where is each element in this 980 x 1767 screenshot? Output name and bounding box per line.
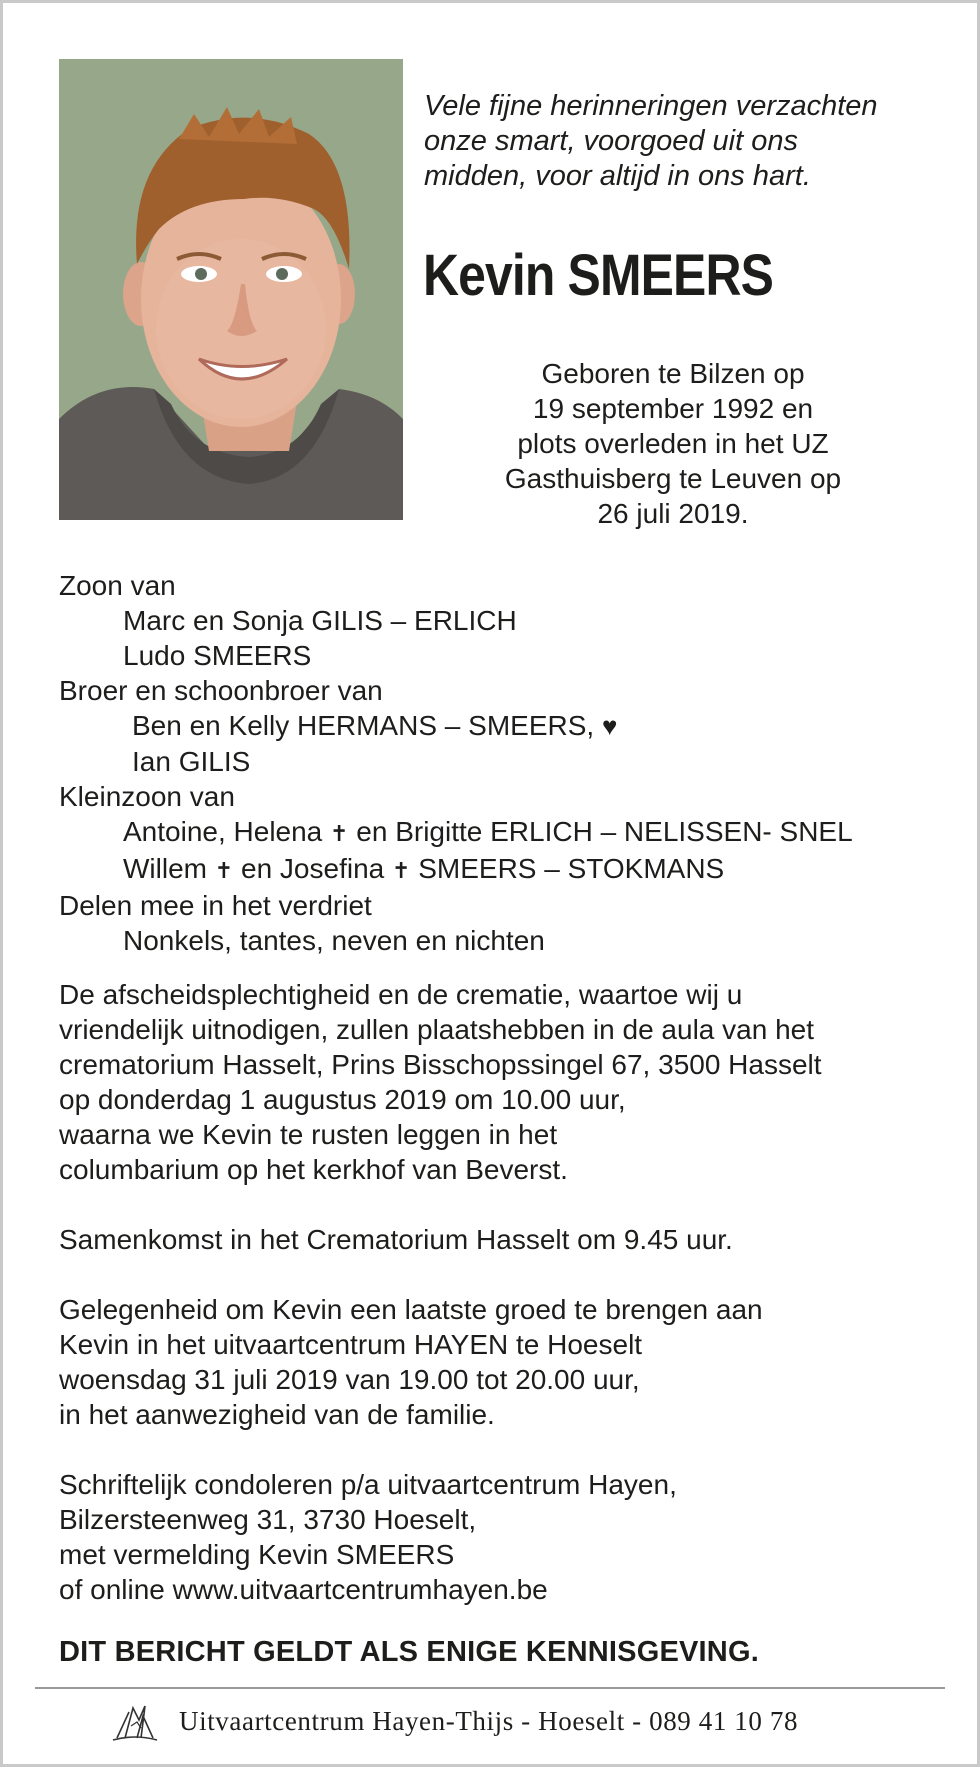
footer	[111, 1696, 798, 1746]
funeral-home-logo-icon	[111, 1698, 159, 1744]
announcement-body	[59, 977, 939, 1642]
grandparent-entry	[59, 851, 939, 888]
sibling-entry	[59, 708, 939, 744]
condolences-paragraph	[59, 1467, 939, 1607]
ceremony-line: De afscheidsplechtigheid en de crematie, waartoe wij u	[59, 979, 743, 1010]
condolences-line: Schriftelijk condoleren p/a uitvaartcentrum Hayen,	[59, 1469, 677, 1500]
grandson-label: Kleinzoon van	[59, 781, 235, 812]
gathering-paragraph: Samenkomst in het Crematorium Hasselt om 9.45 uur.	[59, 1224, 733, 1255]
deceased-name: Kevin SMEERS	[423, 243, 774, 308]
birth-line: 26 juli 2019.	[597, 498, 749, 529]
ceremony-paragraph	[59, 977, 939, 1187]
grandparent-names: en Josefina	[241, 853, 385, 884]
son-of-label: Zoon van	[59, 570, 176, 601]
ceremony-line: crematorium Hasselt, Prins Bisschopssingel 67, 3500 Hasselt	[59, 1049, 822, 1080]
condolences-line: of online www.uitvaartcentrumhayen.be	[59, 1574, 548, 1605]
grandparent-entry	[59, 814, 939, 851]
condolences-line: met vermelding Kevin SMEERS	[59, 1539, 455, 1570]
birth-line: 19 september 1992 en	[532, 393, 814, 424]
visitation-line: Kevin in het uitvaartcentrum HAYEN te Hoeselt	[59, 1329, 643, 1360]
cross-icon: ✝	[392, 858, 411, 883]
grandparent-names: Willem	[123, 853, 207, 884]
footer-text: Uitvaartcentrum Hayen-Thijs - Hoeselt - 089 41 10 78	[179, 1705, 799, 1736]
birth-line: plots overleden in het UZ	[517, 428, 829, 459]
visitation-line: in het aanwezigheid van de familie.	[59, 1399, 495, 1430]
relatives-entry: Nonkels, tantes, neven en nichten	[123, 925, 545, 956]
parent-entry: Marc en Sonja GILIS – ERLICH	[123, 605, 517, 636]
visitation-line: Gelegenheid om Kevin een laatste groed te brengen aan	[59, 1294, 763, 1325]
birth-death-info	[443, 356, 903, 531]
portrait-illustration	[59, 59, 403, 520]
visitation-paragraph	[59, 1292, 939, 1432]
parent-entry: Ludo SMEERS	[123, 640, 312, 671]
heart-icon: ♥	[601, 711, 618, 741]
condolences-line: Bilzersteenweg 31, 3730 Hoeselt,	[59, 1504, 477, 1535]
cross-icon: ✝	[214, 858, 234, 883]
visitation-line: woensdag 31 juli 2019 van 19.00 tot 20.00 uur,	[59, 1364, 640, 1395]
notice-statement: DIT BERICHT GELDT ALS ENIGE KENNISGEVING.	[59, 1636, 759, 1668]
memorial-poem	[424, 89, 944, 194]
grandparent-names: SMEERS – STOKMANS	[418, 853, 725, 884]
footer-divider	[35, 1687, 945, 1689]
brother-label: Broer en schoonbroer van	[59, 675, 383, 706]
grandparent-names: en Brigitte ERLICH – NELISSEN- SNEL	[356, 816, 853, 847]
poem-line: midden, voor altijd in ons hart.	[424, 160, 811, 192]
sibling-entry: Ian GILIS	[132, 746, 251, 777]
family-list	[59, 568, 939, 958]
share-label: Delen mee in het verdriet	[59, 890, 372, 921]
ceremony-line: waarna we Kevin te rusten leggen in het	[59, 1119, 558, 1150]
cross-icon: ✝	[330, 821, 349, 846]
sibling-name: Ben en Kelly HERMANS – SMEERS,	[132, 710, 595, 741]
birth-line: Gasthuisberg te Leuven op	[504, 463, 842, 494]
ceremony-line: columbarium op het kerkhof van Beverst.	[59, 1154, 568, 1185]
portrait-photo	[59, 59, 403, 520]
poem-line: Vele fijne herinneringen verzachten	[424, 90, 878, 122]
grandparent-names: Antoine, Helena	[123, 816, 323, 847]
birth-line: Geboren te Bilzen op	[541, 358, 805, 389]
ceremony-line: vriendelijk uitnodigen, zullen plaatshebben in de aula van het	[59, 1014, 814, 1045]
poem-line: onze smart, voorgoed uit ons	[424, 125, 798, 157]
ceremony-line: op donderdag 1 augustus 2019 om 10.00 uur,	[59, 1084, 626, 1115]
